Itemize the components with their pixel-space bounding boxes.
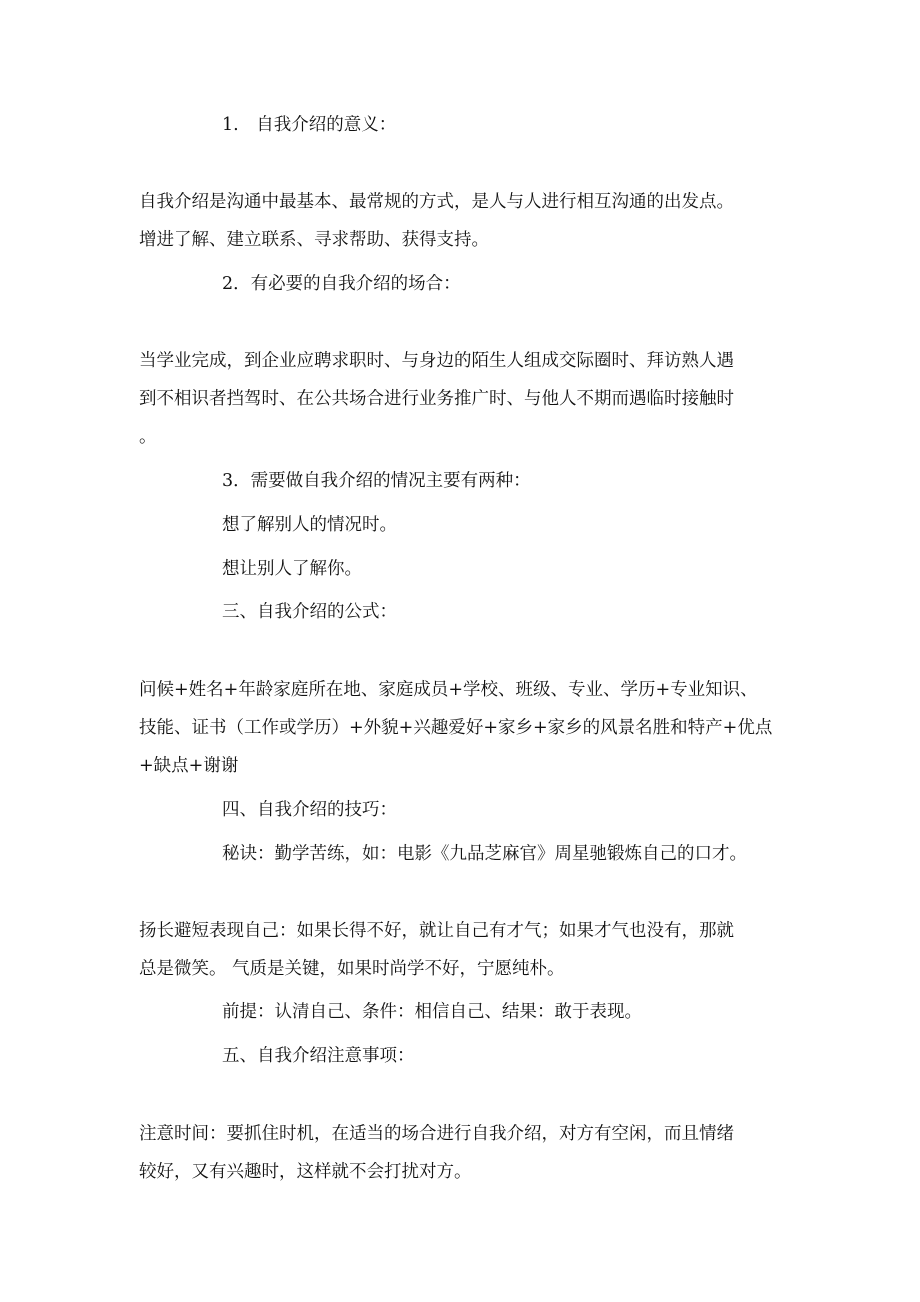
paragraph-line: 前提：认清自己、条件：相信自己、结果：敢于表现。 xyxy=(222,1002,642,1022)
paragraph-line: 增进了解、建立联系、寻求帮助、获得支持。 xyxy=(139,230,489,250)
section-heading-2: 2．有必要的自我介绍的场合： xyxy=(222,274,461,294)
section-heading-notes: 五、自我介绍注意事项： xyxy=(222,1046,415,1066)
section-heading-formula: 三、自我介绍的公式： xyxy=(222,602,397,622)
paragraph-line: 注意时间：要抓住时机，在适当的场合进行自我介绍，对方有空闲，而且情绪 xyxy=(139,1124,734,1144)
section-heading-1: 1. 自我介绍的意义： xyxy=(222,115,397,135)
paragraph-line: 较好，又有兴趣时，这样就不会打扰对方。 xyxy=(139,1162,472,1182)
paragraph-line: 技能、证书（工作或学历）+外貌+兴趣爱好+家乡+家乡的风景名胜和特产+优点 xyxy=(139,718,773,738)
list-item: 想让别人了解你。 xyxy=(222,559,362,579)
section-heading-tips: 四、自我介绍的技巧： xyxy=(222,800,397,820)
paragraph-line: +缺点+谢谢 xyxy=(139,756,239,776)
section-heading-3: 3．需要做自我介绍的情况主要有两种： xyxy=(222,471,531,491)
list-item: 想了解别人的情况时。 xyxy=(222,515,397,535)
paragraph-line: 。 xyxy=(139,427,157,447)
paragraph-line: 自我介绍是沟通中最基本、最常规的方式，是人与人进行相互沟通的出发点。 xyxy=(139,192,734,212)
paragraph-line: 问候+姓名+年龄家庭所在地、家庭成员+学校、班级、专业、学历+专业知识、 xyxy=(139,680,758,700)
paragraph-line: 扬长避短表现自己：如果长得不好，就让自己有才气；如果才气也没有，那就 xyxy=(139,921,734,941)
paragraph-line: 当学业完成，到企业应聘求职时、与身边的陌生人组成交际圈时、拜访熟人遇 xyxy=(139,351,734,371)
paragraph-line: 到不相识者挡驾时、在公共场合进行业务推广时、与他人不期而遇临时接触时 xyxy=(139,389,734,409)
paragraph-line: 秘诀：勤学苦练，如：电影《九品芝麻官》周星驰锻炼自己的口才。 xyxy=(222,844,747,864)
paragraph-line: 总是微笑。 气质是关键，如果时尚学不好，宁愿纯朴。 xyxy=(139,959,565,979)
